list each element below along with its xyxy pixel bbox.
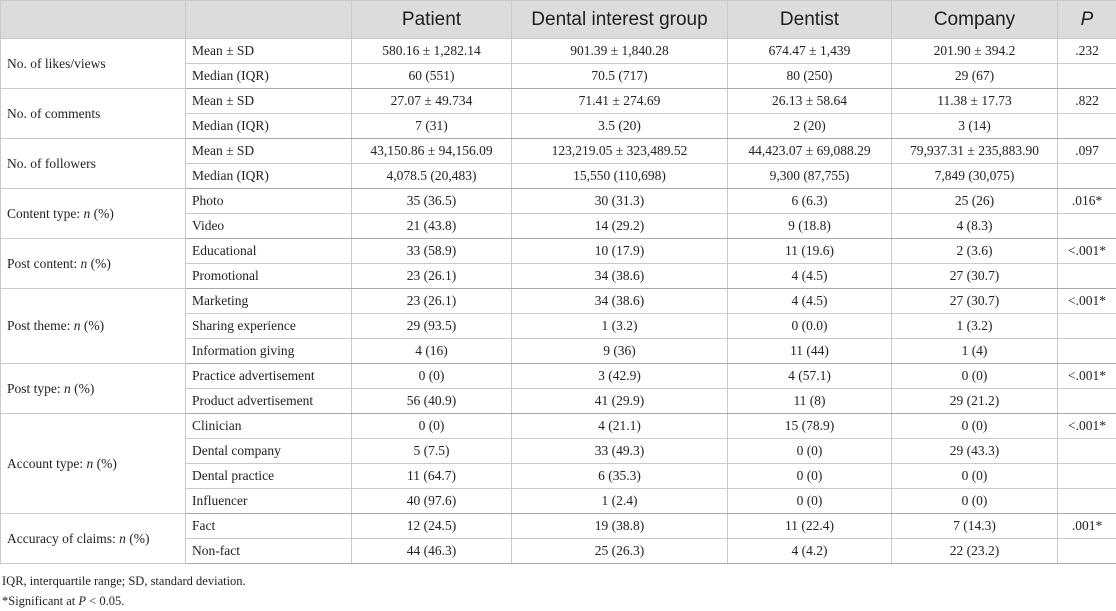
- table-row: [1, 239, 1116, 264]
- cell-company: 79,937.31 ± 235,883.90: [892, 139, 1058, 164]
- table-row: [1, 414, 1116, 439]
- table-row: [1, 89, 1116, 114]
- table-row: [1, 39, 1116, 64]
- cell-company: 29 (67): [892, 64, 1058, 89]
- cell-company: 29 (21.2): [892, 389, 1058, 414]
- variable-no-of-likes-views: No. of likes/views: [1, 39, 186, 89]
- cell-dentist: 11 (19.6): [728, 239, 892, 264]
- cell-p-value: [1058, 489, 1116, 514]
- cell-dental-interest-group: 901.39 ± 1,840.28: [512, 39, 728, 64]
- statistic-label: Mean ± SD: [186, 89, 352, 114]
- cell-patient: 23 (26.1): [352, 264, 512, 289]
- statistic-label: Median (IQR): [186, 64, 352, 89]
- statistic-label: Photo: [186, 189, 352, 214]
- cell-company: 7,849 (30,075): [892, 164, 1058, 189]
- variable-no-of-followers: No. of followers: [1, 139, 186, 189]
- cell-company: 27 (30.7): [892, 264, 1058, 289]
- cell-p-value: [1058, 164, 1116, 189]
- cell-dentist: 4 (4.2): [728, 539, 892, 564]
- statistic-label: Product advertisement: [186, 389, 352, 414]
- cell-dentist: 0 (0): [728, 439, 892, 464]
- cell-dentist: 11 (22.4): [728, 514, 892, 539]
- cell-p-value: .097: [1058, 139, 1116, 164]
- header-company: Company: [892, 1, 1058, 39]
- cell-patient: 4,078.5 (20,483): [352, 164, 512, 189]
- variable-post-type-n: Post type: n (%): [1, 364, 186, 414]
- cell-dental-interest-group: 71.41 ± 274.69: [512, 89, 728, 114]
- cell-patient: 4 (16): [352, 339, 512, 364]
- cell-patient: 60 (551): [352, 64, 512, 89]
- statistic-label: Promotional: [186, 264, 352, 289]
- variable-no-of-comments: No. of comments: [1, 89, 186, 139]
- cell-patient: 7 (31): [352, 114, 512, 139]
- cell-dental-interest-group: 1 (2.4): [512, 489, 728, 514]
- cell-dentist: 0 (0.0): [728, 314, 892, 339]
- cell-p-value: [1058, 464, 1116, 489]
- cell-company: 3 (14): [892, 114, 1058, 139]
- cell-dentist: 0 (0): [728, 489, 892, 514]
- cell-patient: 27.07 ± 49.734: [352, 89, 512, 114]
- statistic-label: Median (IQR): [186, 164, 352, 189]
- statistic-label: Dental company: [186, 439, 352, 464]
- cell-dentist: 44,423.07 ± 69,088.29: [728, 139, 892, 164]
- cell-company: 1 (4): [892, 339, 1058, 364]
- cell-patient: 580.16 ± 1,282.14: [352, 39, 512, 64]
- statistic-label: Marketing: [186, 289, 352, 314]
- table-row: [1, 514, 1116, 539]
- cell-patient: 44 (46.3): [352, 539, 512, 564]
- variable-post-theme-n: Post theme: n (%): [1, 289, 186, 364]
- cell-company: 4 (8.3): [892, 214, 1058, 239]
- footnotes: [2, 571, 246, 611]
- cell-company: 1 (3.2): [892, 314, 1058, 339]
- statistic-label: Dental practice: [186, 464, 352, 489]
- cell-patient: 5 (7.5): [352, 439, 512, 464]
- cell-p-value: [1058, 439, 1116, 464]
- cell-dental-interest-group: 33 (49.3): [512, 439, 728, 464]
- cell-p-value: [1058, 264, 1116, 289]
- table-row: [1, 139, 1116, 164]
- cell-p-value: [1058, 114, 1116, 139]
- cell-patient: 11 (64.7): [352, 464, 512, 489]
- cell-dental-interest-group: 1 (3.2): [512, 314, 728, 339]
- statistic-label: Clinician: [186, 414, 352, 439]
- statistic-label: Sharing experience: [186, 314, 352, 339]
- cell-company: 0 (0): [892, 414, 1058, 439]
- cell-company: 29 (43.3): [892, 439, 1058, 464]
- cell-dental-interest-group: 19 (38.8): [512, 514, 728, 539]
- cell-p-value: <.001*: [1058, 364, 1116, 389]
- cell-dental-interest-group: 41 (29.9): [512, 389, 728, 414]
- cell-patient: 40 (97.6): [352, 489, 512, 514]
- cell-dentist: 4 (4.5): [728, 289, 892, 314]
- statistic-label: Non-fact: [186, 539, 352, 564]
- cell-dentist: 4 (4.5): [728, 264, 892, 289]
- cell-p-value: [1058, 339, 1116, 364]
- statistic-label: Video: [186, 214, 352, 239]
- cell-dentist: 80 (250): [728, 64, 892, 89]
- cell-p-value: .232: [1058, 39, 1116, 64]
- cell-dental-interest-group: 9 (36): [512, 339, 728, 364]
- statistic-label: Median (IQR): [186, 114, 352, 139]
- cell-p-value: <.001*: [1058, 239, 1116, 264]
- cell-dental-interest-group: 123,219.05 ± 323,489.52: [512, 139, 728, 164]
- cell-patient: 56 (40.9): [352, 389, 512, 414]
- cell-dentist: 9,300 (87,755): [728, 164, 892, 189]
- statistic-label: Fact: [186, 514, 352, 539]
- cell-company: 25 (26): [892, 189, 1058, 214]
- cell-p-value: [1058, 389, 1116, 414]
- cell-dental-interest-group: 14 (29.2): [512, 214, 728, 239]
- statistic-label: Influencer: [186, 489, 352, 514]
- header-row: [1, 1, 1116, 39]
- cell-dentist: 9 (18.8): [728, 214, 892, 239]
- variable-account-type-n: Account type: n (%): [1, 414, 186, 514]
- cell-dental-interest-group: 34 (38.6): [512, 264, 728, 289]
- cell-p-value: <.001*: [1058, 414, 1116, 439]
- cell-company: 0 (0): [892, 489, 1058, 514]
- cell-dental-interest-group: 6 (35.3): [512, 464, 728, 489]
- cell-patient: 29 (93.5): [352, 314, 512, 339]
- header-p-value: P: [1058, 1, 1116, 39]
- variable-content-type-n: Content type: n (%): [1, 189, 186, 239]
- cell-dental-interest-group: 70.5 (717): [512, 64, 728, 89]
- cell-company: 0 (0): [892, 364, 1058, 389]
- header-dental-interest-group: Dental interest group: [512, 1, 728, 39]
- statistic-label: Educational: [186, 239, 352, 264]
- cell-p-value: [1058, 214, 1116, 239]
- variable-accuracy-of-claims-n: Accuracy of claims: n (%): [1, 514, 186, 564]
- footnote-abbreviations: IQR, interquartile range; SD, standard deviation.: [2, 571, 246, 591]
- statistic-label: Mean ± SD: [186, 139, 352, 164]
- header-patient: Patient: [352, 1, 512, 39]
- statistic-label: Practice advertisement: [186, 364, 352, 389]
- cell-dental-interest-group: 4 (21.1): [512, 414, 728, 439]
- cell-dental-interest-group: 25 (26.3): [512, 539, 728, 564]
- cell-company: 11.38 ± 17.73: [892, 89, 1058, 114]
- table-row: [1, 364, 1116, 389]
- cell-dentist: 4 (57.1): [728, 364, 892, 389]
- cell-patient: 12 (24.5): [352, 514, 512, 539]
- cell-patient: 35 (36.5): [352, 189, 512, 214]
- cell-patient: 0 (0): [352, 414, 512, 439]
- header-variable: [1, 1, 186, 39]
- cell-patient: 33 (58.9): [352, 239, 512, 264]
- cell-dental-interest-group: 3.5 (20): [512, 114, 728, 139]
- cell-dental-interest-group: 10 (17.9): [512, 239, 728, 264]
- cell-patient: 0 (0): [352, 364, 512, 389]
- table-body: [1, 39, 1116, 564]
- cell-p-value: <.001*: [1058, 289, 1116, 314]
- cell-dentist: 15 (78.9): [728, 414, 892, 439]
- header-dentist: Dentist: [728, 1, 892, 39]
- cell-p-value: [1058, 314, 1116, 339]
- cell-patient: 21 (43.8): [352, 214, 512, 239]
- header-statistic: [186, 1, 352, 39]
- cell-company: 7 (14.3): [892, 514, 1058, 539]
- cell-p-value: .822: [1058, 89, 1116, 114]
- cell-dentist: 26.13 ± 58.64: [728, 89, 892, 114]
- cell-p-value: [1058, 64, 1116, 89]
- cell-company: 0 (0): [892, 464, 1058, 489]
- cell-dentist: 0 (0): [728, 464, 892, 489]
- cell-company: 27 (30.7): [892, 289, 1058, 314]
- cell-dentist: 11 (44): [728, 339, 892, 364]
- cell-dentist: 674.47 ± 1,439: [728, 39, 892, 64]
- table-row: [1, 189, 1116, 214]
- cell-dental-interest-group: 34 (38.6): [512, 289, 728, 314]
- cell-patient: 43,150.86 ± 94,156.09: [352, 139, 512, 164]
- cell-dental-interest-group: 15,550 (110,698): [512, 164, 728, 189]
- cell-dental-interest-group: 30 (31.3): [512, 189, 728, 214]
- statistic-label: Mean ± SD: [186, 39, 352, 64]
- variable-post-content-n: Post content: n (%): [1, 239, 186, 289]
- cell-dentist: 6 (6.3): [728, 189, 892, 214]
- cell-p-value: .001*: [1058, 514, 1116, 539]
- cell-company: 2 (3.6): [892, 239, 1058, 264]
- cell-dentist: 2 (20): [728, 114, 892, 139]
- cell-p-value: [1058, 539, 1116, 564]
- cell-dentist: 11 (8): [728, 389, 892, 414]
- statistic-label: Information giving: [186, 339, 352, 364]
- cell-company: 201.90 ± 394.2: [892, 39, 1058, 64]
- cell-dental-interest-group: 3 (42.9): [512, 364, 728, 389]
- cell-p-value: .016*: [1058, 189, 1116, 214]
- cell-patient: 23 (26.1): [352, 289, 512, 314]
- footnote-significance: *Significant at P < 0.05.: [2, 591, 246, 611]
- cell-company: 22 (23.2): [892, 539, 1058, 564]
- table-row: [1, 289, 1116, 314]
